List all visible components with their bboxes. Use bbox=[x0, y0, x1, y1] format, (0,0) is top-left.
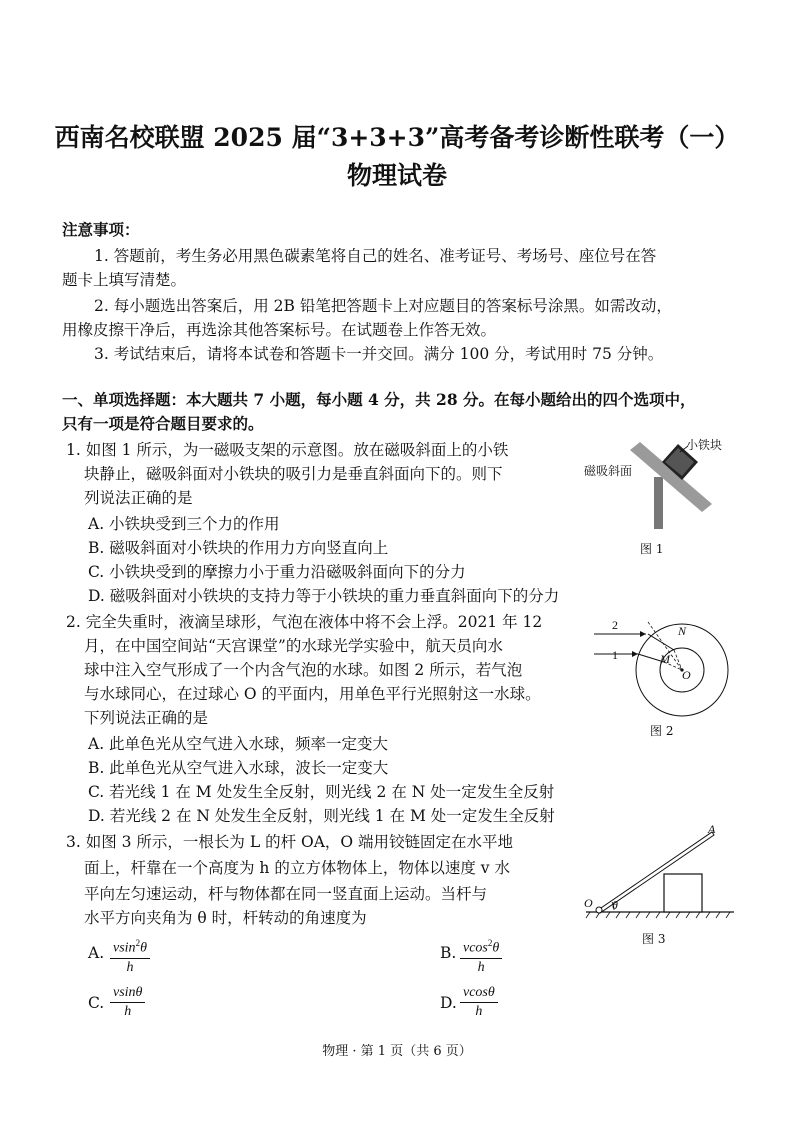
q3-option-a: $\frac{vsin^2\theta}{h}$ bbox=[110, 934, 150, 977]
exam-title: 西南名校联盟 2025 届“3+3+3”高考备考诊断性联考（一） bbox=[54, 123, 740, 152]
fig3-label-theta: θ bbox=[612, 898, 618, 912]
fig1-post bbox=[654, 477, 663, 529]
q3-option-d: $\frac{vcos\theta}{h}$ bbox=[460, 984, 498, 1021]
notice-item-1a: 1. 答题前，考生务必用黑色碳素笔将自己的姓名、准考证号、考场号、座位号在答 bbox=[94, 247, 657, 265]
q3-option-c-label: C. bbox=[88, 994, 105, 1012]
q3-stem-4: 水平方向夹角为 θ 时，杆转动的角速度为 bbox=[84, 909, 367, 927]
fig3-hinge bbox=[596, 907, 602, 913]
q2-stem-1: 2. 完全失重时，液滴呈球形，气泡在液体中将不会上浮。2021 年 12 bbox=[66, 613, 543, 631]
q3-option-b-label: B. bbox=[440, 944, 457, 962]
q1-option-a: A. 小铁块受到三个力的作用 bbox=[88, 515, 280, 533]
q2-option-b: B. 此单色光从空气进入水球，波长一定变大 bbox=[88, 759, 389, 777]
q2-option-d: D. 若光线 2 在 N 处发生全反射，则光线 1 在 M 处一定发生全反射 bbox=[88, 807, 555, 825]
q1-stem-3: 列说法正确的是 bbox=[84, 489, 193, 507]
q1-stem-2: 块静止，磁吸斜面对小铁块的吸引力是垂直斜面向下的。则下 bbox=[84, 465, 503, 483]
fig3-cube bbox=[664, 874, 702, 912]
page-footer: 物理 · 第 1 页（共 6 页） bbox=[322, 1044, 472, 1059]
fig2-label-m: M bbox=[660, 652, 670, 666]
q1-option-b: B. 磁吸斜面对小铁块的作用力方向竖直向上 bbox=[88, 539, 389, 557]
q3-option-c: $\frac{vsin\theta}{h}$ bbox=[110, 984, 145, 1021]
q3-stem-2: 面上，杆靠在一个高度为 h 的立方体物体上，物体以速度 v 水 bbox=[84, 859, 510, 877]
q2-stem-3: 球中注入空气形成了一个内含气泡的水球。如图 2 所示，若气泡 bbox=[84, 661, 523, 679]
q2-stem-2: 月，在中国空间站“天宫课堂”的水球光学实验中，航天员向水 bbox=[84, 637, 503, 655]
fig2-caption: 图 2 bbox=[650, 724, 674, 738]
fig1-label-slope: 磁吸斜面 bbox=[584, 464, 633, 478]
fig1-caption: 图 1 bbox=[640, 542, 664, 556]
q3-option-d-label: D. bbox=[440, 994, 457, 1012]
q3-stem-3: 平向左匀速运动，杆与物体都在同一竖直面上运动。当杆与 bbox=[84, 885, 488, 903]
q3-option-b: $\frac{vcos^2\theta}{h}$ bbox=[460, 934, 502, 977]
q2-option-a: A. 此单色光从空气进入水球，频率一定变大 bbox=[88, 735, 389, 753]
section-heading-2: 只有一项是符合题目要求的。 bbox=[62, 414, 264, 433]
q1-stem-1: 1. 如图 1 所示，为一磁吸支架的示意图。放在磁吸斜面上的小铁 bbox=[66, 441, 509, 459]
q3-stem-1: 3. 如图 3 所示，一根长为 L 的杆 OA，O 端用铰链固定在水平地 bbox=[66, 833, 514, 851]
fig2-label-ray2: 2 bbox=[612, 618, 618, 632]
q3-option-a-label: A. bbox=[88, 944, 105, 962]
q2-stem-4: 与水球同心，在过球心 O 的平面内，用单色平行光照射这一水球。 bbox=[84, 685, 541, 703]
q2-option-c: C. 若光线 1 在 M 处发生全反射，则光线 2 在 N 处一定发生全反射 bbox=[88, 783, 555, 801]
notice-item-1b: 题卡上填写清楚。 bbox=[62, 271, 187, 289]
notice-item-3: 3. 考试结束后，请将本试卷和答题卡一并交回。满分 100 分，考试用时 75 分钟。 bbox=[94, 345, 664, 363]
figure-3 bbox=[582, 826, 742, 922]
q1-option-c: C. 小铁块受到的摩擦力小于重力沿磁吸斜面向下的分力 bbox=[88, 563, 466, 581]
fig3-caption: 图 3 bbox=[642, 932, 666, 946]
fig3-label-a: A bbox=[708, 822, 716, 836]
q1-option-d: D. 磁吸斜面对小铁块的支持力等于小铁块的重力垂直斜面向下的分力 bbox=[88, 587, 560, 605]
exam-subject: 物理试卷 bbox=[346, 161, 447, 190]
section-heading-1: 一、单项选择题：本大题共 7 小题，每小题 4 分，共 28 分。在每小题给出的四个选项中， bbox=[62, 390, 696, 409]
q2-stem-5: 下列说法正确的是 bbox=[84, 709, 209, 727]
notice-heading: 注意事项： bbox=[62, 220, 140, 239]
fig2-label-ray1: 1 bbox=[612, 648, 618, 662]
fig3-label-o: O bbox=[584, 896, 593, 910]
fig2-label-o: O bbox=[682, 668, 691, 682]
notice-item-2b: 用橡皮擦干净后，再选涂其他答案标号。在试题卷上作答无效。 bbox=[62, 321, 497, 339]
fig1-label-block: 小铁块 bbox=[686, 438, 723, 452]
notice-item-2a: 2. 每小题选出答案后，用 2B 铅笔把答题卡上对应题目的答案标号涂黑。如需改动， bbox=[94, 297, 672, 315]
fig2-label-n: N bbox=[678, 624, 687, 638]
